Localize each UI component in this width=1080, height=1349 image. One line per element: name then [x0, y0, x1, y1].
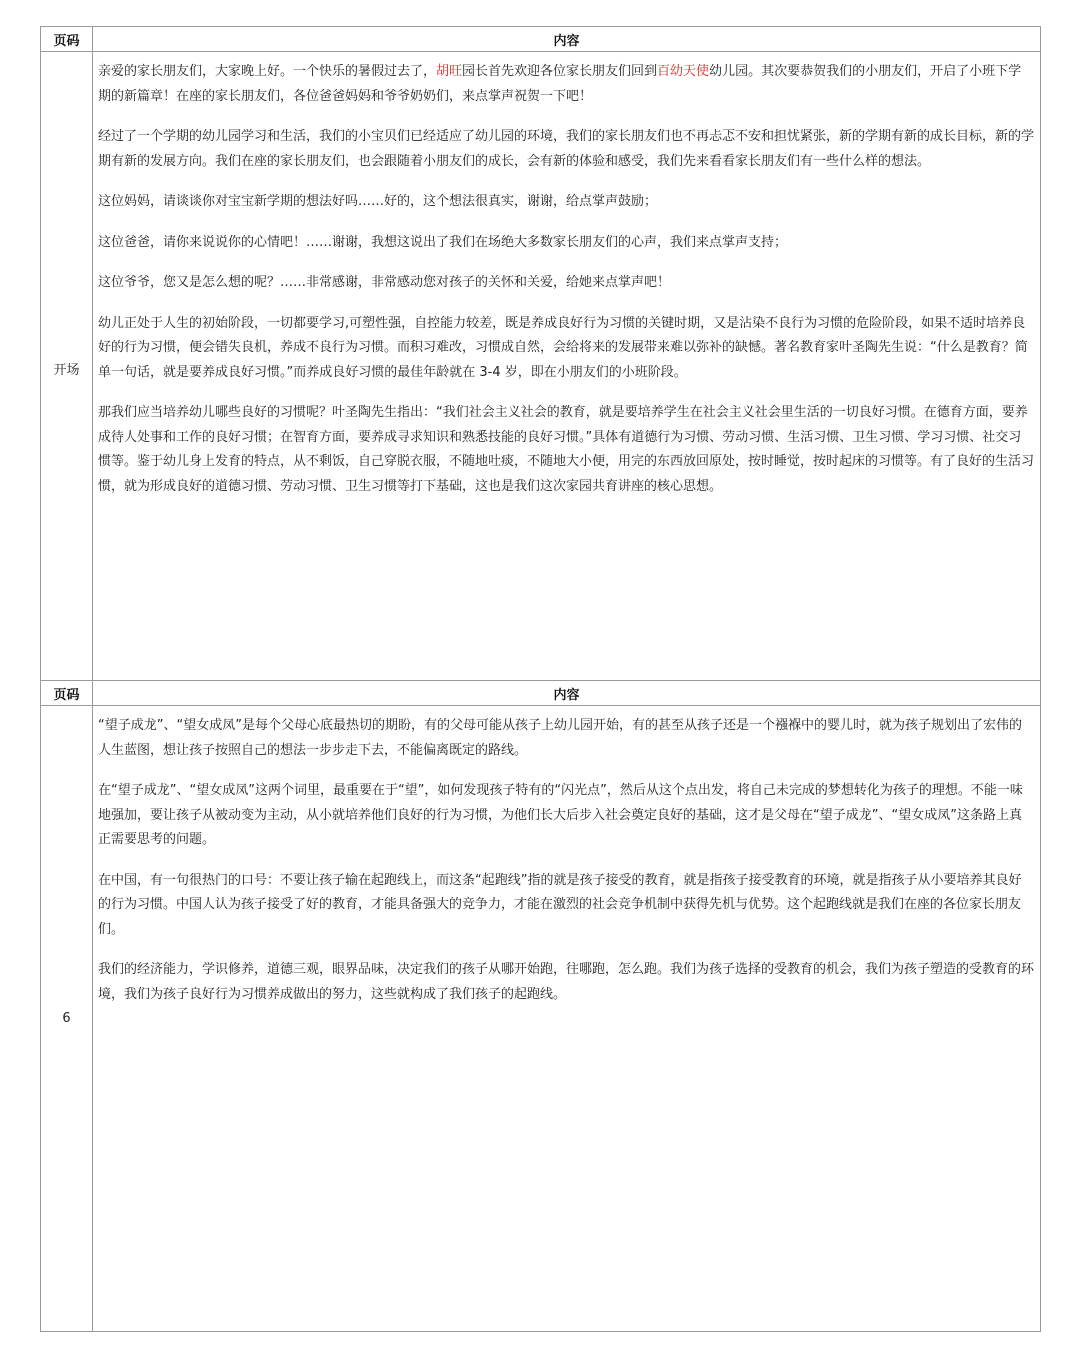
paragraph: 那我们应当培养幼儿哪些良好的习惯呢？叶圣陶先生指出：“我们社会主义社会的教育，就是要培养学生在社会主义社会里生活的一切良好习惯。在德育方面，要养成待人处事和工作的良好习惯；在智育方面，要养成寻求知识和熟悉技能的良好习惯。”具体有道德行为习惯、劳动习惯、生活习惯、卫生习惯、学习习惯、社交习惯等。鉴于幼儿身上发育的特点，从不剩饭，自己穿脱衣服，不随地吐痰，不随地大小便，用完的东西放回原处，按时睡觉，按时起床的习惯等。有了良好的生活习惯，就为形成良好的道德习惯、劳动习惯、卫生习惯等打下基础，这也是我们这次家园共育讲座的核心思想。 — [98, 405, 1035, 494]
table-row — [41, 52, 1041, 686]
content-column-header: 内容 — [93, 27, 1041, 52]
welcome-text-start: 亲爱的家长朋友们，大家晚上好。一个快乐的暑假过去了， — [98, 64, 437, 79]
welcome-text-middle: 园长首先欢迎各位家长朋友们回到 — [462, 64, 658, 79]
content-cell-page-6 — [93, 706, 1041, 1332]
table-header-row — [41, 681, 1041, 706]
page-column-header: 页码 — [41, 27, 93, 52]
script-table-opening — [40, 26, 1041, 686]
school-name-highlight: 百幼天使 — [657, 64, 710, 79]
paragraph: 这位爸爸，请你来说说你的心情吧！……谢谢，我想这说出了我们在场绝大多数家长朋友们的心声，我们来点掌声支持； — [98, 234, 788, 250]
content-column-header: 内容 — [93, 681, 1041, 706]
paragraph-welcome — [98, 60, 1034, 109]
paragraph: 这位妈妈，请谈谈你对宝宝新学期的想法好吗……好的，这个想法很真实，谢谢，给点掌声鼓励； — [98, 194, 658, 209]
table-row — [41, 706, 1041, 1332]
principal-name-highlight: 胡旺 — [436, 64, 463, 79]
script-table-page-6 — [40, 680, 1041, 1332]
paragraph: 在“望子成龙”、“望女成凤”这两个词里，最重要在于“望”，如何发现孩子特有的“闪光点”，然后从这个点出发，将自己未完成的梦想转化为孩子的理想。不能一味地强加，要让孩子从被动变为主动，从小就培养他们良好的行为习惯，为他们长大后步入社会奠定良好的基础，这才是父母在“望子成龙”、“望女成凤”这条路上真正需要思考的问题。 — [98, 783, 1023, 847]
paragraph: “望子成龙”、“望女成凤”是每个父母心底最热切的期盼，有的父母可能从孩子上幼儿园开始，有的甚至从孩子还是一个襁褓中的婴儿时，就为孩子规划出了宏伟的人生蓝图，想让孩子按照自己的想法一步步走下去，不能偏离既定的路线。 — [98, 718, 1022, 758]
paragraph: 这位爷爷，您又是怎么想的呢？……非常感谢，非常感动您对孩子的关怀和关爱，给她来点掌声吧！ — [98, 275, 671, 290]
paragraph: 幼儿正处于人生的初始阶段，一切都要学习,可塑性强，自控能力较差，既是养成良好行为习惯的关键时期，又是沾染不良行为习惯的危险阶段，如果不适时培养良好的行为习惯，便会错失良机，养成不良行为习惯。而积习难改，习惯成自然，会给将来的发展带来难以弥补的缺憾。著名教育家叶圣陶先生说：“什么是教育？简单一句话，就是要养成良好习惯。”而养成良好习惯的最佳年龄就在 3-4 岁，即在小朋友们的小班阶段。 — [98, 315, 1028, 380]
content-cell-opening — [93, 52, 1041, 686]
paragraph: 我们的经济能力，学识修养，道德三观，眼界品味，决定我们的孩子从哪开始跑，往哪跑，怎么跑。我们为孩子选择的受教育的机会，我们为孩子塑造的受教育的环境，我们为孩子良好行为习惯养成做出的努力，这些就构成了我们孩子的起跑线。 — [98, 962, 1035, 1002]
page-label-6: 6 — [41, 706, 93, 1332]
page-column-header: 页码 — [41, 681, 93, 706]
paragraph: 在中国，有一句很热门的口号：不要让孩子输在起跑线上，而这条“起跑线”指的就是孩子接受的教育，就是指孩子接受教育的环境，就是指孩子从小要培养其良好的行为习惯。中国人认为孩子接受了好的教育，才能具备强大的竞争力，才能在激烈的社会竞争机制中获得先机与优势。这个起跑线就是我们在座的各位家长朋友们。 — [98, 872, 1022, 937]
table-header-row — [41, 27, 1041, 52]
welcome-text-end: 幼儿园。其次要恭贺我们的小朋友们，开启了小班下学期的新篇章！在座的家长朋友们，各位爸爸妈妈和爷爷奶奶们，来点掌声祝贺一下吧！ — [98, 64, 1022, 104]
page-label-opening: 开场 — [41, 52, 93, 686]
paragraph: 经过了一个学期的幼儿园学习和生活，我们的小宝贝们已经适应了幼儿园的环境，我们的家长朋友们也不再忐忑不安和担忧紧张，新的学期有新的成长目标，新的学期有新的发展方向。我们在座的家长朋友们，也会跟随着小朋友们的成长，会有新的体验和感受，我们先来看看家长朋友们有一些什么样的想法。 — [98, 129, 1035, 169]
